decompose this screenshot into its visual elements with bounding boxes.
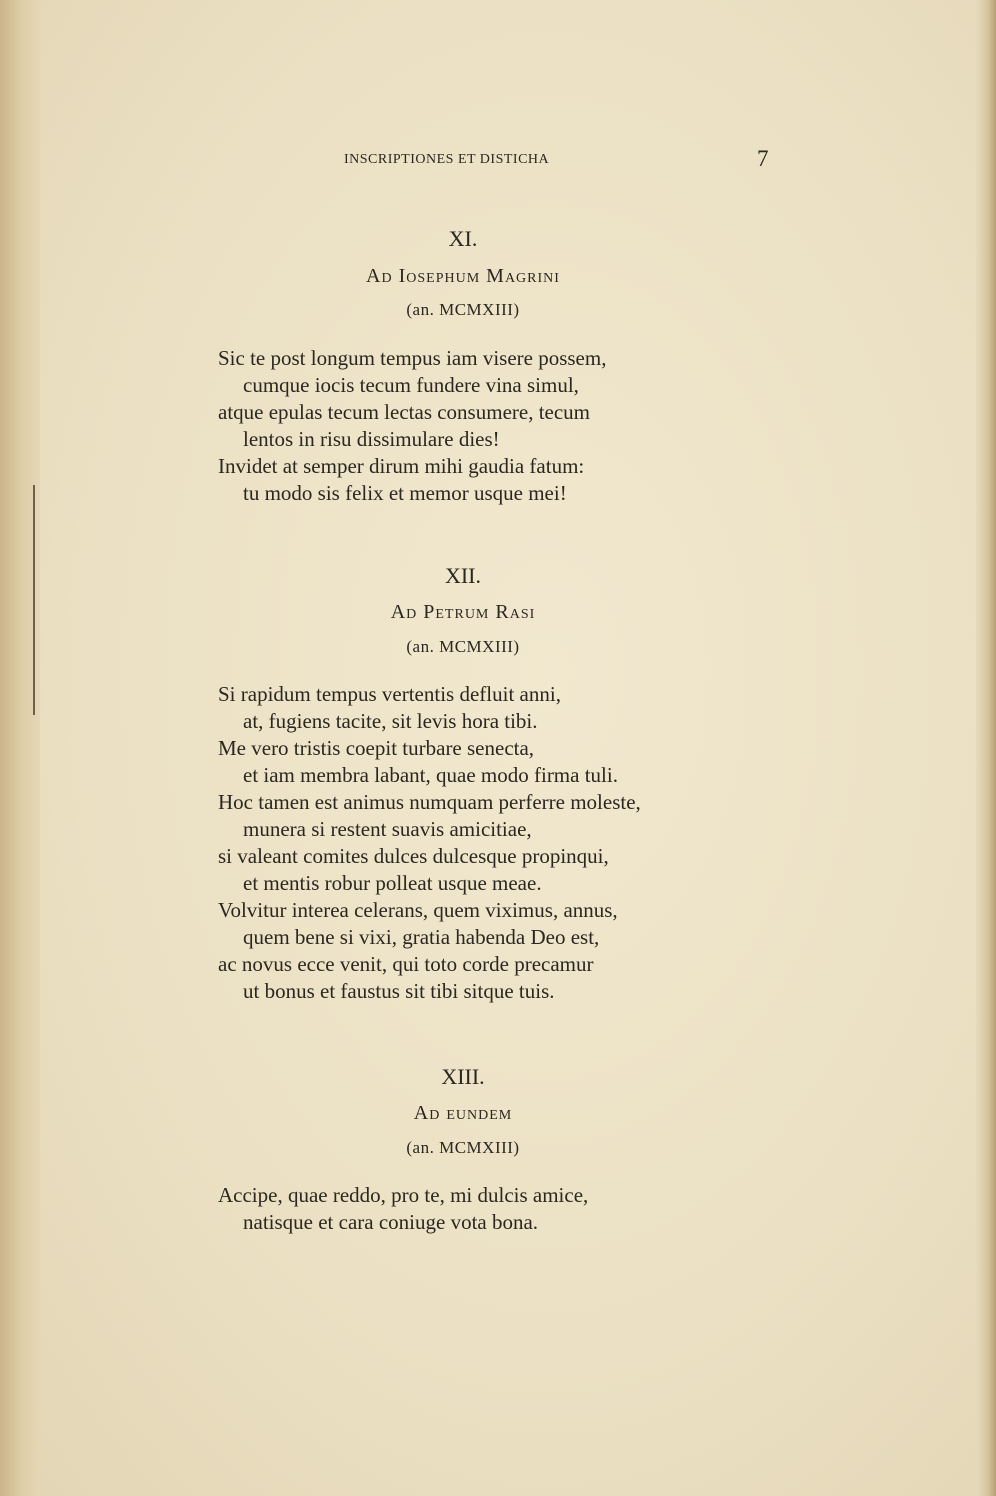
binding-gutter — [0, 0, 40, 1496]
verse-line: at, fugiens tacite, sit levis hora tibi. — [243, 709, 538, 733]
poem-text — [218, 1182, 738, 1236]
verse-line: lentos in risu dissimulare dies! — [243, 427, 500, 451]
verse-line: et mentis robur polleat usque meae. — [243, 871, 542, 895]
verse-line: cumque iocis tecum fundere vina simul, — [243, 373, 579, 397]
verse-line: quem bene si vixi, gratia habenda Deo est, — [243, 925, 600, 949]
verse-line: et iam membra labant, quae modo firma tuli. — [243, 763, 618, 787]
verse-line: Invidet at semper dirum mihi gaudia fatum: — [218, 454, 585, 478]
verse-line: Accipe, quae reddo, pro te, mi dulcis amice, — [218, 1183, 589, 1207]
section-number: XI. — [448, 226, 478, 251]
verse-line: tu modo sis felix et memor usque mei! — [243, 481, 567, 505]
poem-text — [218, 681, 738, 1005]
verse-line: Si rapidum tempus vertentis defluit anni, — [218, 682, 561, 706]
verse-line: munera si restent suavis amicitiae, — [243, 817, 532, 841]
verse-line: Sic te post longum tempus iam visere possem, — [218, 346, 607, 370]
section-heading: Ad Petrum Rasi — [390, 601, 536, 623]
section-number: XIII. — [441, 1064, 485, 1089]
verse-line: si valeant comites dulces dulcesque propinqui, — [218, 844, 609, 868]
section-heading: Ad Iosephum Magrini — [366, 265, 560, 287]
page-number: 7 — [757, 146, 769, 171]
gutter-edge-line — [33, 485, 35, 715]
running-head-title: INSCRIPTIONES ET DISTICHA — [344, 152, 550, 167]
poem-text — [218, 345, 738, 507]
verse-line: Hoc tamen est animus numquam perferre moleste, — [218, 790, 641, 814]
section-heading: Ad eundem — [413, 1102, 513, 1124]
section-year: (an. MCMXIII) — [406, 1138, 520, 1157]
section-number: XII. — [444, 563, 482, 588]
verse-line: atque epulas tecum lectas consumere, tecum — [218, 400, 591, 424]
verse-line: natisque et cara coniuge vota bona. — [243, 1210, 539, 1234]
section-year: (an. MCMXIII) — [406, 637, 520, 656]
page-edge — [976, 0, 996, 1496]
verse-line: Me vero tristis coepit turbare senecta, — [218, 736, 535, 760]
verse-line: Volvitur interea celerans, quem viximus, annus, — [218, 898, 618, 922]
verse-line: ac novus ecce venit, qui toto corde precamur — [218, 952, 594, 976]
verse-line: ut bonus et faustus sit tibi sitque tuis. — [243, 979, 555, 1003]
section-year: (an. MCMXIII) — [406, 300, 520, 319]
